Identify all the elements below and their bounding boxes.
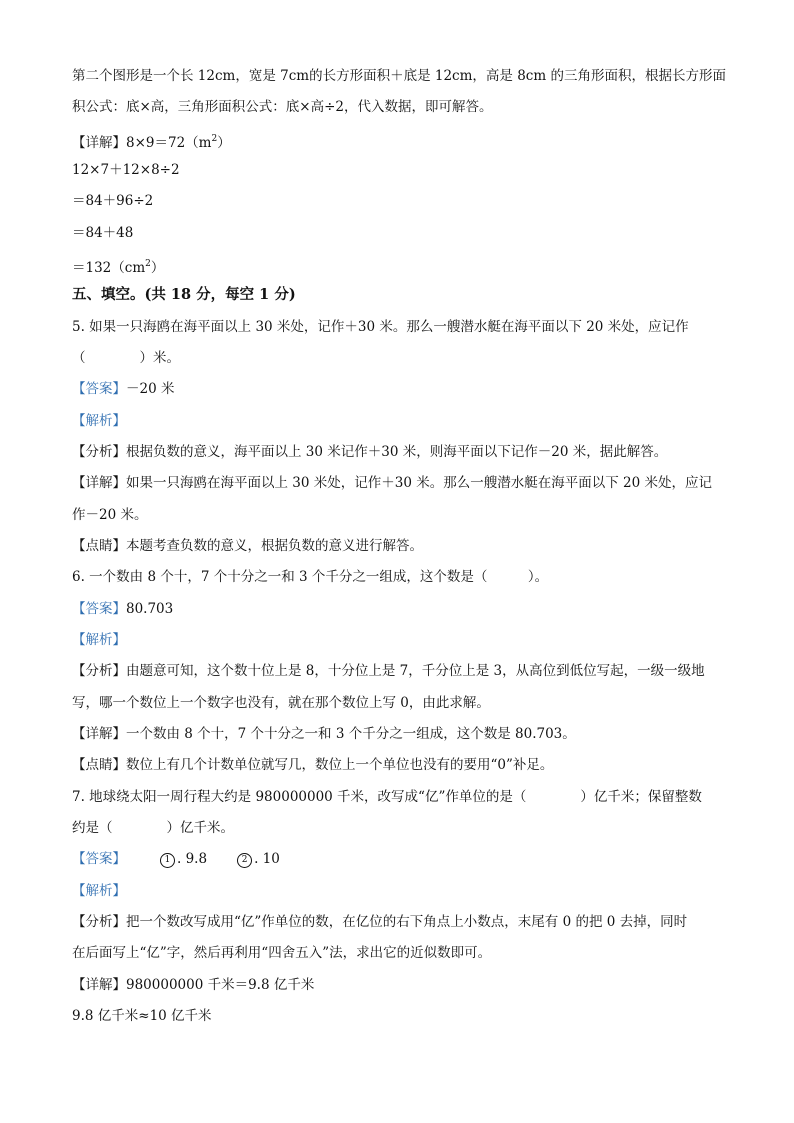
text-line: 积公式：底×高，三角形面积公式：底×高÷2，代入数据，即可解答。: [72, 99, 493, 115]
comment-text: 数位上有几个计数单位就写几，数位上一个单位也没有的要用“0”补足。: [126, 757, 554, 773]
answer-line: [72, 380, 174, 398]
question-6: 6. 一个数由 8 个十，7 个十分之一和 3 个千分之一组成，这个数是（ ）。: [72, 569, 549, 585]
formula-line: ＝84＋96÷2: [72, 193, 154, 209]
question-7-cont: 约是（ ）亿千米。: [72, 820, 234, 836]
answer-tag: 【答案】: [72, 601, 126, 617]
detail-line: [72, 725, 576, 743]
detail-line-cont: 作－20 米。: [72, 507, 148, 523]
analysis-heading: 【解析】: [72, 413, 126, 429]
text-line: 第二个图形是一个长 12cm，宽是 7cm的长方形面积＋底是 12cm，高是 8cm 的三角形面积，根据长方形面: [72, 68, 726, 84]
analysis-line-cont: 在后面写上“亿”字，然后再利用“四舍五入”法，求出它的近似数即可。: [72, 945, 492, 961]
detail-line: [72, 474, 712, 492]
analysis-tag: 【分析】: [72, 444, 126, 460]
answer-value: . 9.8: [177, 851, 208, 867]
answer-tag: 【答案】: [72, 851, 126, 867]
section-heading: 五、填空。(共 18 分，每空 1 分): [72, 286, 296, 303]
analysis-tag: 【分析】: [72, 663, 126, 679]
analysis-heading: 【解析】: [72, 632, 126, 648]
question-7: 7. 地球绕太阳一周行程大约是 980000000 千米，改写成“亿”作单位的是（ ）亿千米；保留整数: [72, 789, 702, 805]
formula: ＝132（cm: [72, 260, 146, 276]
answer-value: －20 米: [126, 381, 175, 397]
comment-line: [72, 537, 423, 555]
analysis-line: [72, 662, 705, 680]
blank-number: 1: [160, 853, 175, 868]
answer-tag: 【答案】: [72, 381, 126, 397]
detail-line: [72, 130, 231, 152]
comment-text: 本题考查负数的意义，根据负数的意义进行解答。: [126, 538, 423, 554]
answer-line: [72, 600, 173, 618]
analysis-line: [72, 443, 667, 461]
detail-text: 980000000 千米＝9.8 亿千米: [126, 977, 315, 993]
analysis-line: [72, 913, 687, 931]
analysis-text: 由题意可知，这个数十位上是 8，十分位上是 7，千分位上是 3，从高位到低位写起，一级一级地: [126, 663, 705, 679]
answer-value: . 10: [254, 851, 280, 867]
detail-line: [72, 976, 314, 994]
detail-tag: 【详解】: [72, 726, 126, 742]
formula-end: ）: [150, 260, 165, 276]
answer-value: 80.703: [126, 601, 174, 617]
detail-tag: 【详解】: [72, 475, 126, 491]
comment-tag: 【点睛】: [72, 757, 126, 773]
superscript: 2: [211, 134, 218, 144]
blank-number: 2: [237, 853, 252, 868]
analysis-tag: 【分析】: [72, 914, 126, 930]
analysis-line-cont: 写，哪一个数位上一个数字也没有，就在那个数位上写 0，由此求解。: [72, 695, 490, 711]
question-5-cont: （ ）米。: [72, 350, 180, 366]
formula: 8×9＝72（m: [126, 135, 212, 151]
answer-line: [72, 850, 280, 868]
formula-end: ）: [217, 135, 231, 151]
analysis-text: 根据负数的意义，海平面以上 30 米记作＋30 米，则海平面以下记作－20 米，据此解答。: [126, 444, 668, 460]
detail-tag: 【详解】: [72, 135, 126, 151]
analysis-heading: 【解析】: [72, 883, 126, 899]
detail-text: 如果一只海鸥在海平面以上 30 米处，记作＋30 米。那么一艘潜水艇在海平面以下 20 米处，应记: [126, 475, 712, 491]
analysis-text: 把一个数改写成用“亿”作单位的数，在亿位的右下角点上小数点，末尾有 0 的把 0 去掉，同时: [126, 914, 688, 930]
formula-line: 9.8 亿千米≈10 亿千米: [72, 1008, 212, 1024]
comment-line: [72, 756, 553, 774]
comment-tag: 【点睛】: [72, 538, 126, 554]
formula-line: 12×7＋12×8÷2: [72, 162, 180, 178]
superscript: 2: [145, 259, 151, 269]
formula-line: ＝84＋48: [72, 225, 134, 241]
detail-tag: 【详解】: [72, 977, 126, 993]
formula-line: [72, 255, 164, 277]
detail-text: 一个数由 8 个十，7 个十分之一和 3 个千分之一组成，这个数是 80.703。: [126, 726, 576, 742]
question-5: 5. 如果一只海鸥在海平面以上 30 米处，记作＋30 米。那么一艘潜水艇在海平面以下 20 米处，应记作: [72, 319, 689, 335]
